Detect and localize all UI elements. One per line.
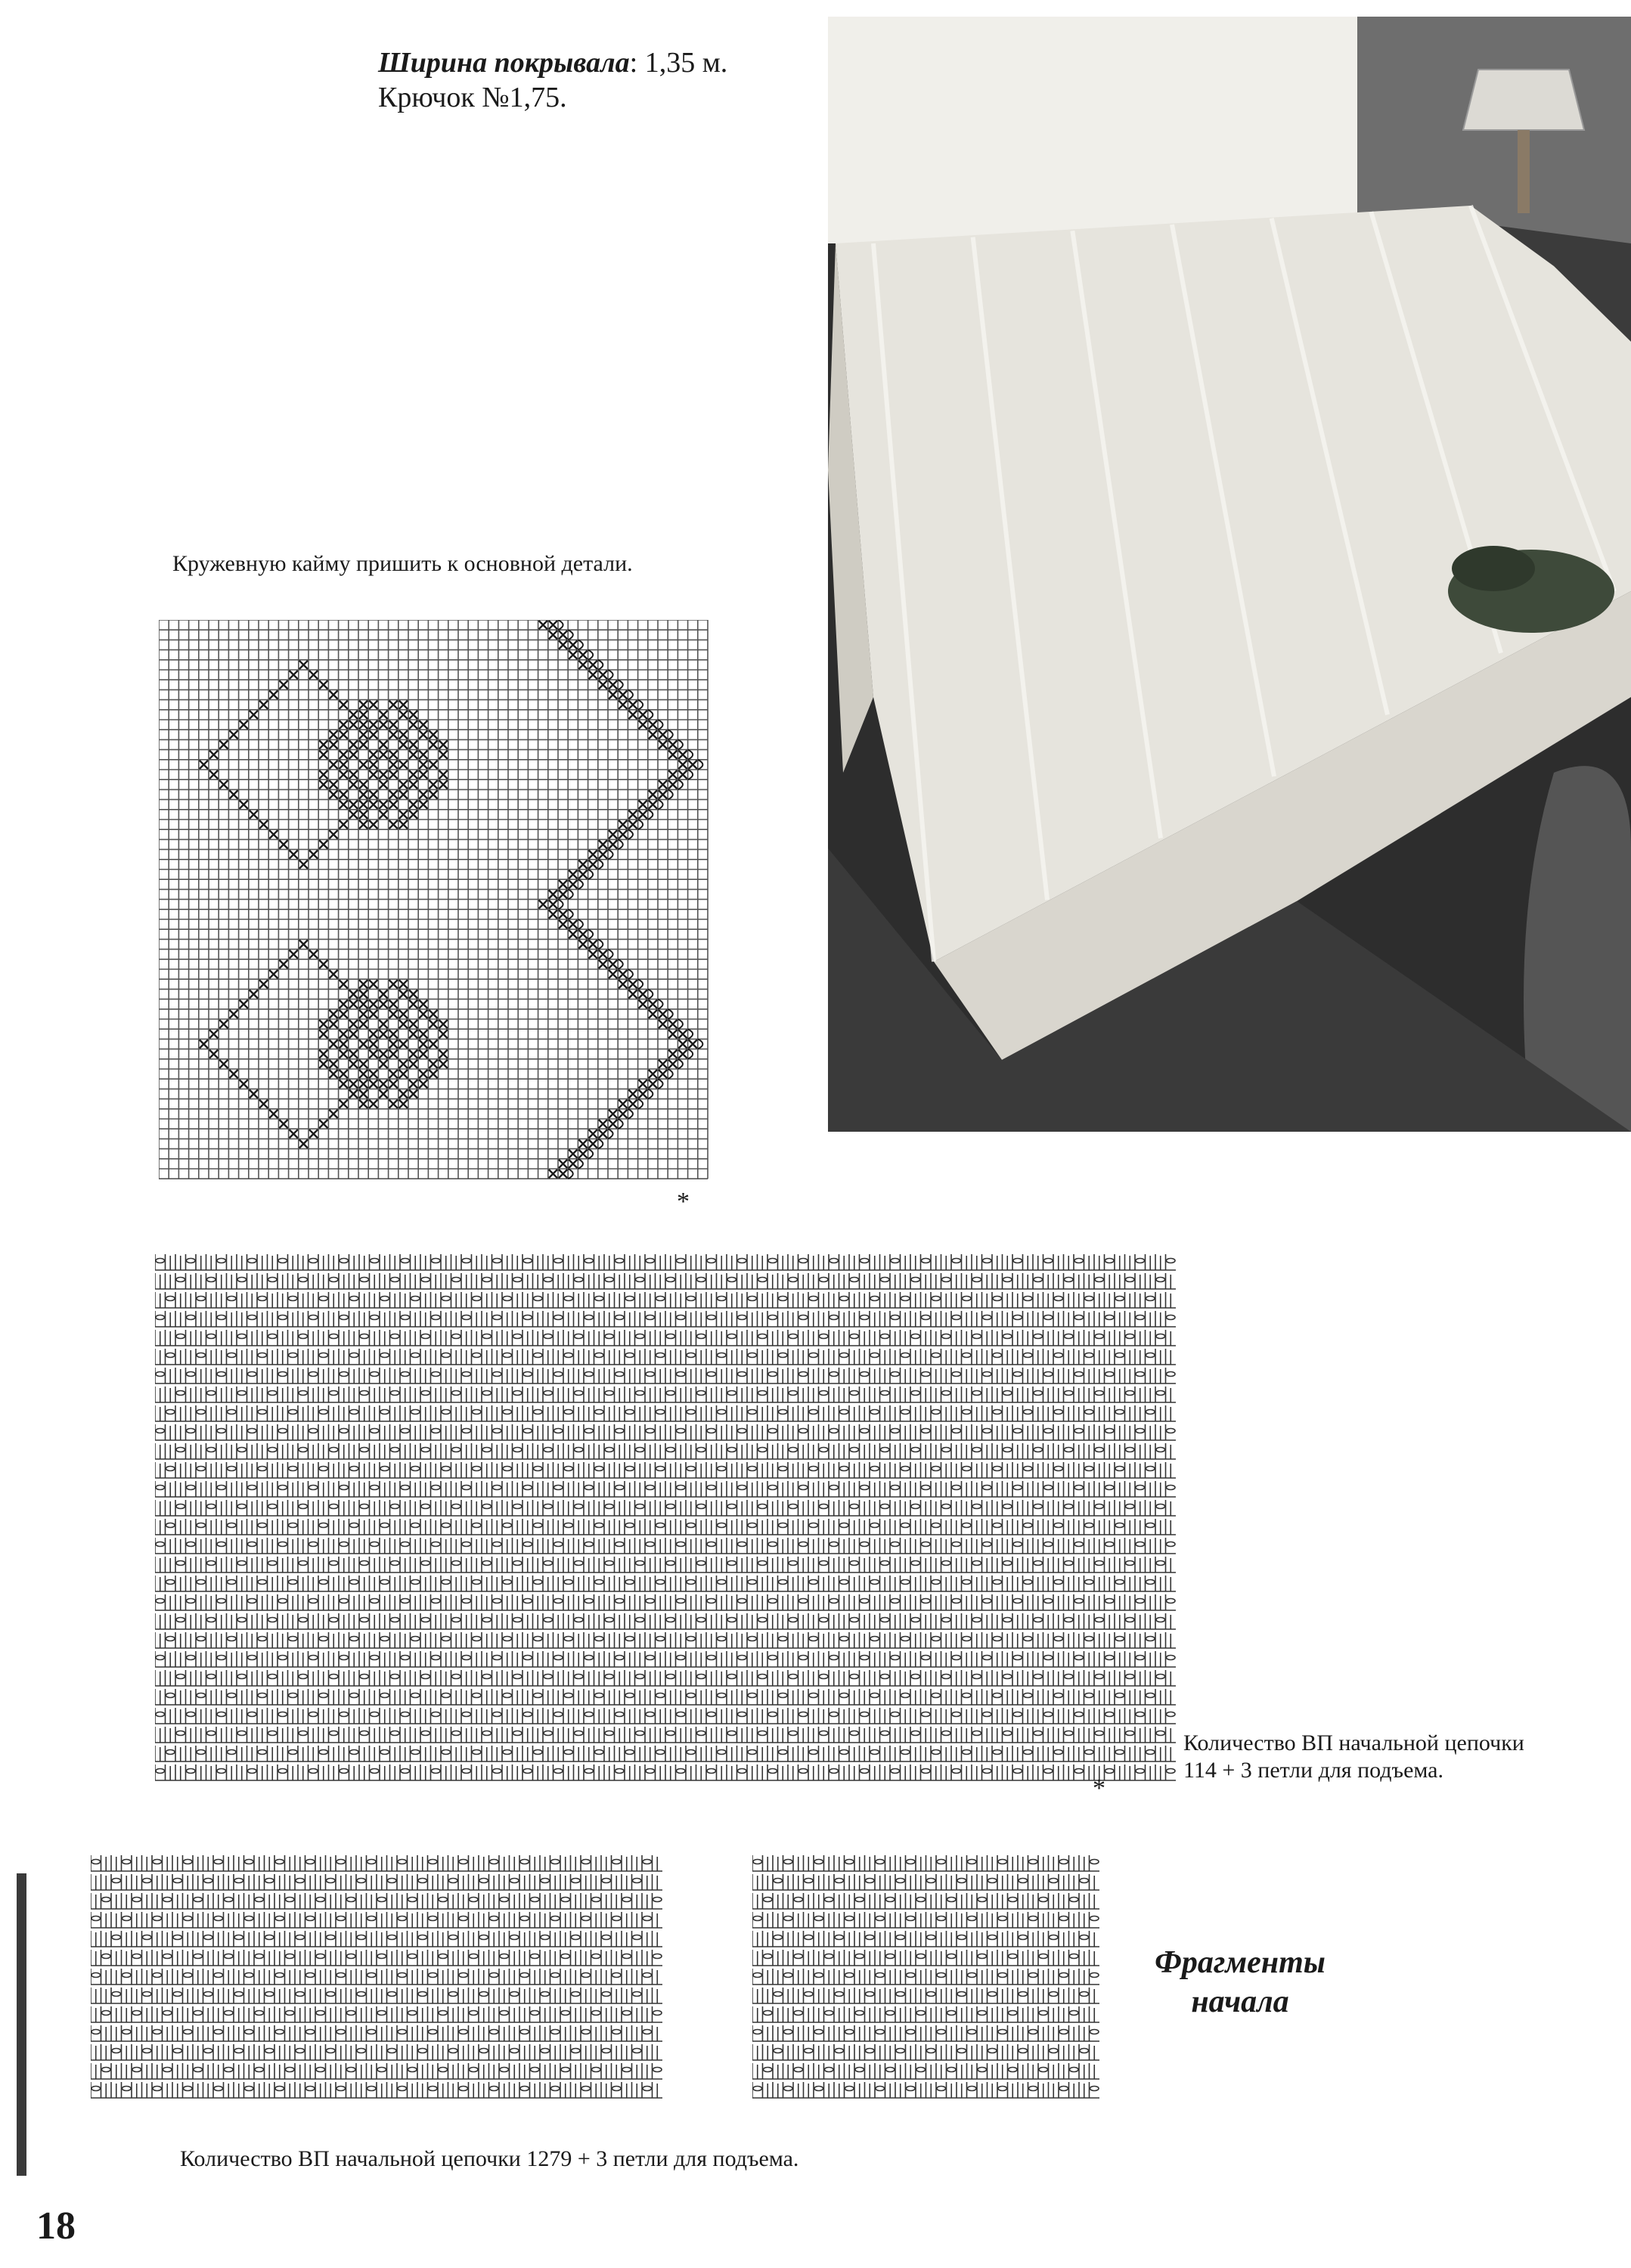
- filet-grid-chart: [159, 620, 817, 1217]
- fragments-chain-note: Количество ВП начальной цепочки 1279 + 3 петли для подъема.: [180, 2146, 799, 2171]
- border-chain-note: [1183, 1730, 1524, 1784]
- width-label: Ширина покрывала: [378, 47, 630, 79]
- bedspread-photo: [828, 17, 1631, 1132]
- fragments-title-line2: начала: [1191, 1984, 1289, 2019]
- border-start-marker: *: [1093, 1774, 1105, 1802]
- fragment-chart-left: [91, 1852, 665, 2109]
- width-spec: [378, 45, 727, 80]
- filet-start-marker: *: [677, 1188, 690, 1216]
- fragment-chart-right: [752, 1852, 1100, 2109]
- spec-block: [378, 45, 727, 115]
- page-number: 18: [36, 2204, 76, 2248]
- side-bar: [17, 1873, 26, 2176]
- fragments-title: [1138, 1943, 1342, 2022]
- fragments-title-line1: Фрагменты: [1155, 1945, 1326, 1980]
- border-chain-note-line2: 114 + 3 петли для подъема.: [1183, 1758, 1443, 1783]
- hook-spec: Крючок №1,75.: [378, 82, 567, 113]
- width-value: : 1,35 м.: [629, 47, 728, 79]
- border-symbol-chart: [155, 1251, 1327, 1803]
- lace-note: Кружевную кайму пришить к основной детали.: [172, 551, 633, 576]
- border-chain-note-line1: Количество ВП начальной цепочки: [1183, 1730, 1524, 1755]
